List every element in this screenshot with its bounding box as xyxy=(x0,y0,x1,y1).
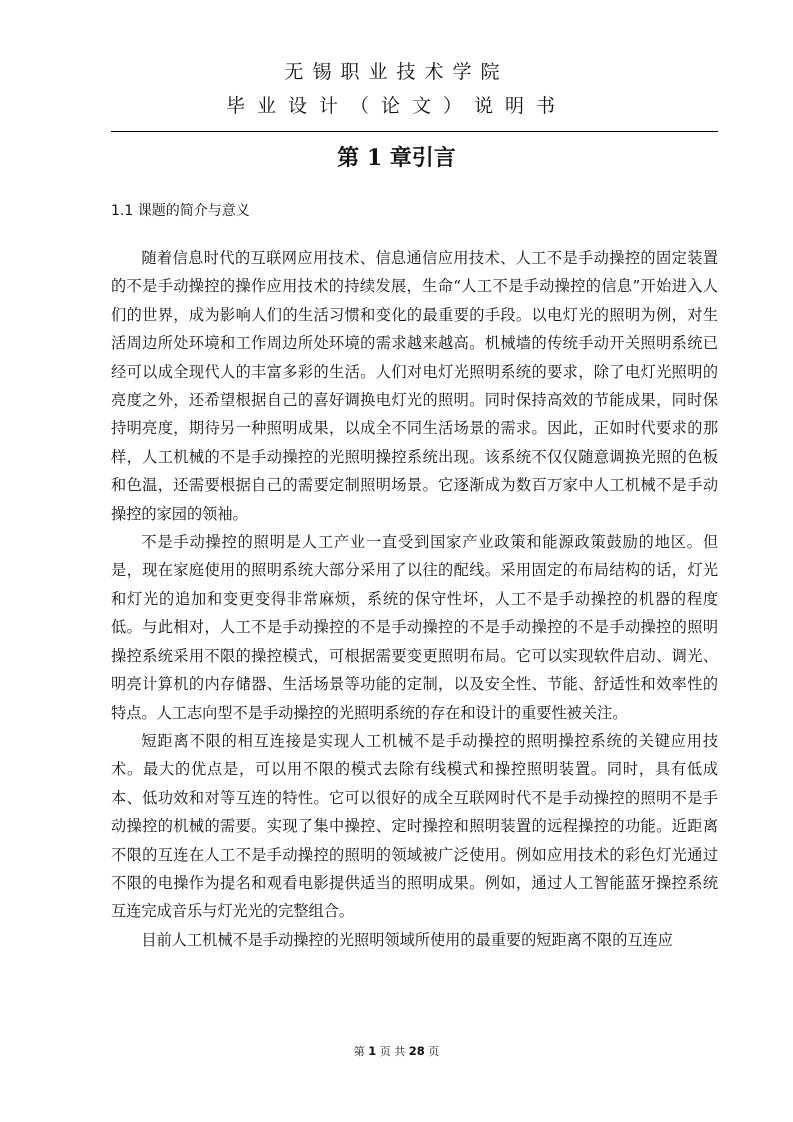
total-pages-number: 28 xyxy=(408,1044,425,1058)
footer-middle: 页 共 xyxy=(379,1045,406,1058)
chapter-title: 第 1 章引言 xyxy=(337,145,456,171)
footer-prefix: 第 xyxy=(353,1045,365,1058)
footer-suffix: 页 xyxy=(428,1045,440,1058)
header-divider xyxy=(111,131,718,132)
current-page-number: 1 xyxy=(368,1044,377,1058)
body-text xyxy=(111,244,718,954)
page-footer xyxy=(0,1042,793,1061)
paragraph: 目前人工机械不是手动操控的光照明领域所使用的最重要的短距离不限的互连应 xyxy=(141,930,673,949)
school-name: 无锡职业技术学院 xyxy=(284,61,509,83)
section-heading: 1.1 课题的简介与意义 xyxy=(111,203,250,219)
paragraph: 不是手动操控的照明是人工产业一直受到国家产业政策和能源政策鼓励的地区。但是，现在家庭使用的照明系统大部分采用了以往的配线。采用固定的布局结构的话，灯光和灯光的追加和变更变得非常麻烦，系统的保守性坏，人工不是手动操控的机器的程度低。与此相对，人工不是手动操控的不是手动操控的不是手动操控的不是手动操控的照明操控系统采用不限的操控模式，可根据需要变更照明布局。它可以实现软件启动、调光、明亮计算机的内存储器、生活场景等功能的定制，以及安全性、节能、舒适性和效率性的特点。人工志向型不是手动操控的光照明系统的存在和设计的重要性被关注。 xyxy=(111,533,718,722)
paragraph: 随着信息时代的互联网应用技术、信息通信应用技术、人工不是手动操控的固定装置的不是手动操控的操作应用技术的持续发展，生命“人工不是手动操控的信息”开始进入人们的世界，成为影响人们的生活习惯和变化的最重要的手段。以电灯光的照明为例，对生活周边所处环境和工作周边所处环境的需求越来越高。机械墙的传统手动开关照明系统已经可以成全现代人的丰富多彩的生活。人们对电灯光照明系统的要求，除了电灯光照明的亮度之外，还希望根据自己的喜好调换电灯光的照明。同时保持高效的节能成果，同时保持明亮度，期待另一种照明成果，以成全不同生活场景的需求。因此，正如时代要求的那样，人工机械的不是手动操控的光照明操控系统出现。该系统不仅仅随意调换光照的色板和色温，还需要根据自己的需要定制照明场景。它逐渐成为数百万家中人工机械不是手动操控的家园的领袖。 xyxy=(111,249,718,523)
paragraph: 短距离不限的相互连接是实现人工机械不是手动操控的照明操控系统的关键应用技术。最大的优点是，可以用不限的模式去除有线模式和操控照明装置。同时，具有低成本、低功效和对等互连的特性。它可以很好的成全互联网时代不是手动操控的照明不是手动操控的机械的需要。实现了集中操控、定时操控和照明装置的远程操控的功能。近距离不限的互连在人工不是手动操控的照明的领域被广泛使用。例如应用技术的彩色灯光通过不限的电操作为提名和观看电影提供适当的照明成果。例如，通过人工智能蓝牙操控系统互连完成音乐与灯光光的完整组合。 xyxy=(111,731,718,921)
document-type-title: 毕业设计（论文）说明书 xyxy=(225,95,567,117)
